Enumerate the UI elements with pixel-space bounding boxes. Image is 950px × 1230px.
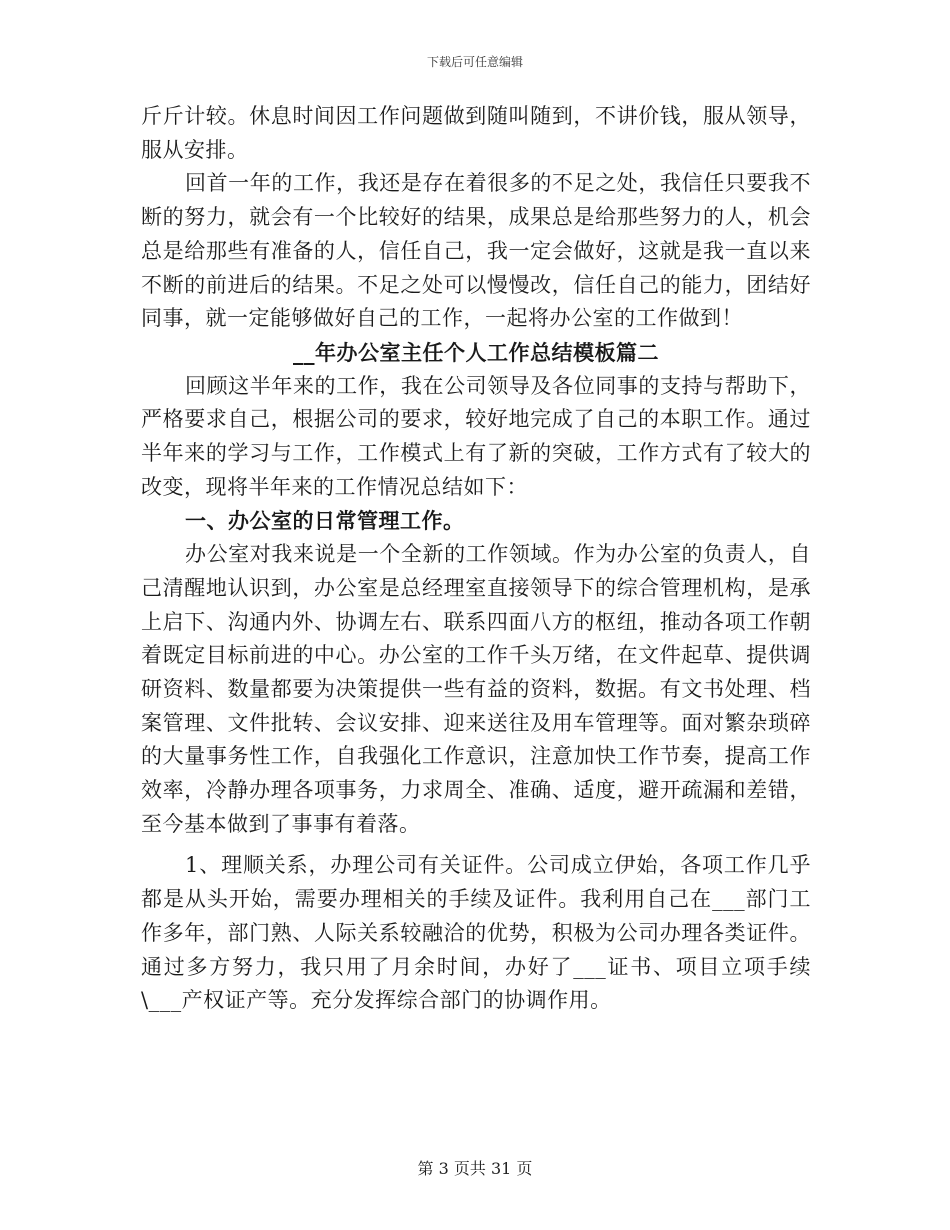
subsection-heading: 一、办公室的日常管理工作。 [185, 508, 465, 534]
paragraph-review: 回首一年的工作，我还是存在着很多的不足之处，我信任只要我不断的努力，就会有一个比较好的结果，成果总是给那些努力的人，机会总是给那些有准备的人，信任自己，我一定会做好，这就是我一直以来不断的前进后的结果。不足之处可以慢慢改，信任自己的能力，团结好同事，就一定能够做好自己的工作，一起将办公室的工作做到！ [141, 171, 811, 331]
paragraph-office-management: 办公室对我来说是一个全新的工作领域。作为办公室的负责人，自己清醒地认识到，办公室是总经理室直接领导下的综合管理机构，是承上启下、沟通内外、协调左右、联系四面八方的枢纽，推动各项工作朝着既定目标前进的中心。办公室的工作千头万绪，在文件起草、提供调研资料、数量都要为决策提供一些有益的资料，数据。有文书处理、档案管理、文件批转、会议安排、迎来送往及用车管理等。面对繁杂琐碎的大量事务性工作，自我强化工作意识，注意加快工作节奏，提高工作效率，冷静办理各项事务，力求周全、准确、适度，避开疏漏和差错，至今基本做到了事事有着落。 [141, 542, 811, 836]
page-header: 下载后可任意编辑 [426, 55, 523, 69]
section-heading: __年办公室主任个人工作总结模板篇二 [293, 339, 659, 365]
page-footer: 第 3 页共 31 页 [417, 1159, 533, 1178]
paragraph-item-1: 1、理顺关系，办理公司有关证件。公司成立伊始，各项工作几乎都是从头开始，需要办理相关的手续及证件。我利用自己在___部门工作多年，部门熟、人际关系较融洽的优势，积极为公司办理各类证件。通过多方努力，我只用了月余时间，办好了___证书、项目立项手续\___产权证产等。充分发挥综合部门的协调作用。 [141, 853, 811, 1013]
document-body [141, 100, 811, 1018]
paragraph-intro: 回顾这半年来的工作，我在公司领导及各位同事的支持与帮助下，严格要求自己，根据公司的要求，较好地完成了自己的本职工作。通过半年来的学习与工作，工作模式上有了新的突破，工作方式有了较大的改变，现将半年来的工作情况总结如下： [141, 373, 811, 499]
paragraph-continuation: 斤斤计较。休息时间因工作问题做到随叫随到，不讲价钱，服从领导，服从安排。 [141, 104, 811, 162]
